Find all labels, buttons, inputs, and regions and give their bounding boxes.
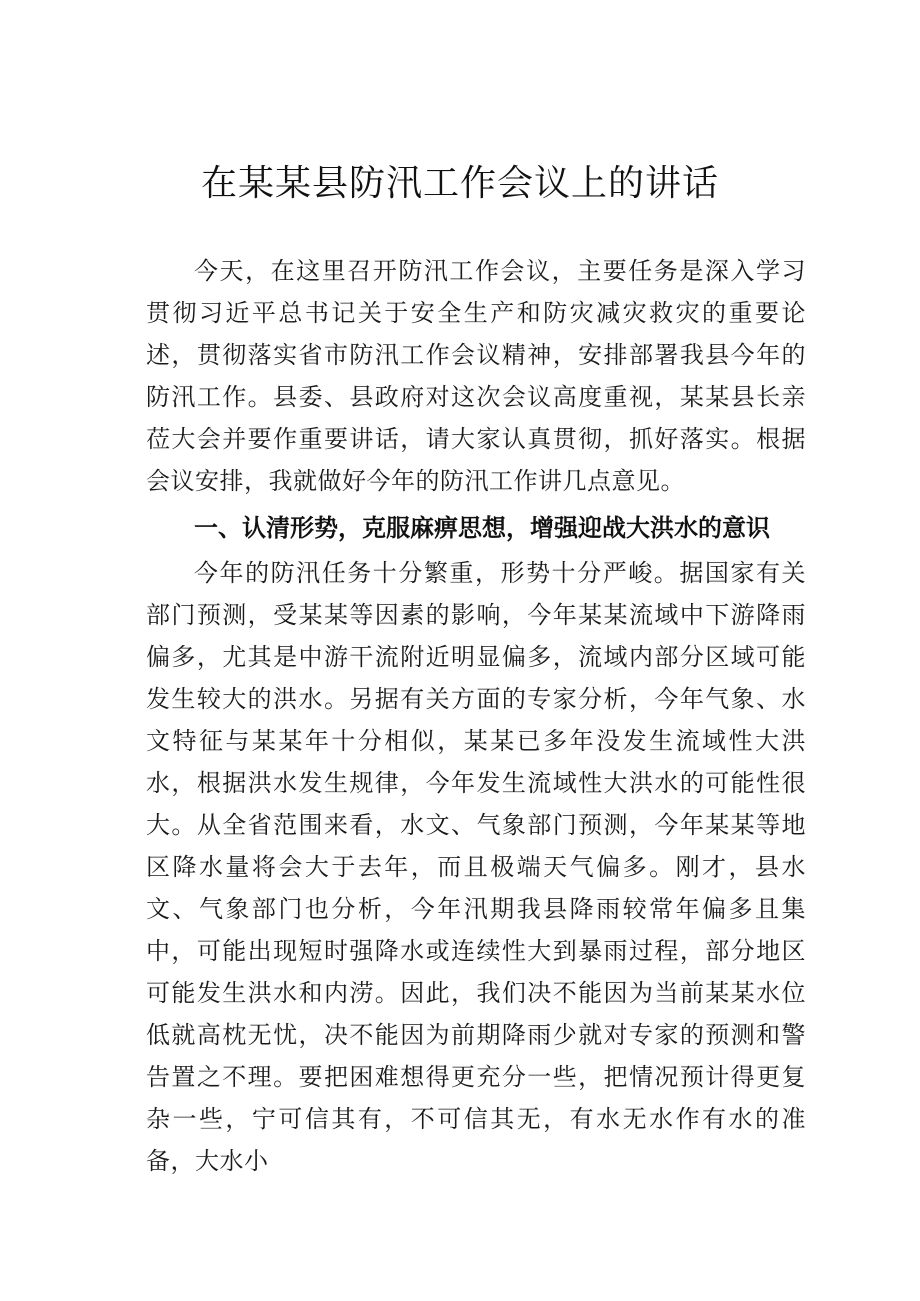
document-title: 在某某县防汛工作会议上的讲话 xyxy=(200,163,719,204)
section-1-paragraph: 今年的防汛任务十分繁重，形势十分严峻。据国家有关部门预测，受某某等因素的影响，今年某某流域中下游降雨偏多，尤其是中游干流附近明显偏多，流域内部分区域可能发生较大的洪水。另据有关方面的专家分析，今年气象、水文特征与某某年十分相似，某某已多年没发生流域性大洪水，根据洪水发生规律，今年发生流域性大洪水的可能性很大。从全省范围来看，水文、气象部门预测，今年某某等地区降水量将会大于去年，而且极端天气偏多。刚才，县水文、气象部门也分析，今年汛期我县降雨较常年偏多且集中，可能出现短时强降水或连续性大到暴雨过程，部分地区可能发生洪水和内涝。因此，我们决不能因为当前某某水位低就高枕无忧，决不能因为前期降雨少就对专家的预测和警告置之不理。要把困难想得更充分一些，把情况预计得更复杂一些，宁可信其有，不可信其无，有水无水作有水的准备，大水小 xyxy=(146,559,806,1175)
section-heading-1: 一、认清形势，克服麻痹思想，增强迎战大洪水的意识 xyxy=(194,514,770,542)
opening-paragraph: 今天，在这里召开防汛工作会议，主要任务是深入学习贯彻习近平总书记关于安全生产和防灾减灾救灾的重要论述，贯彻落实省市防汛工作会议精神，安排部署我县今年的防汛工作。县委、县政府对这次会议高度重视，某某县长亲莅大会并要作重要讲话，请大家认真贯彻，抓好落实。根据会议安排，我就做好今年的防汛工作讲几点意见。 xyxy=(146,257,806,495)
